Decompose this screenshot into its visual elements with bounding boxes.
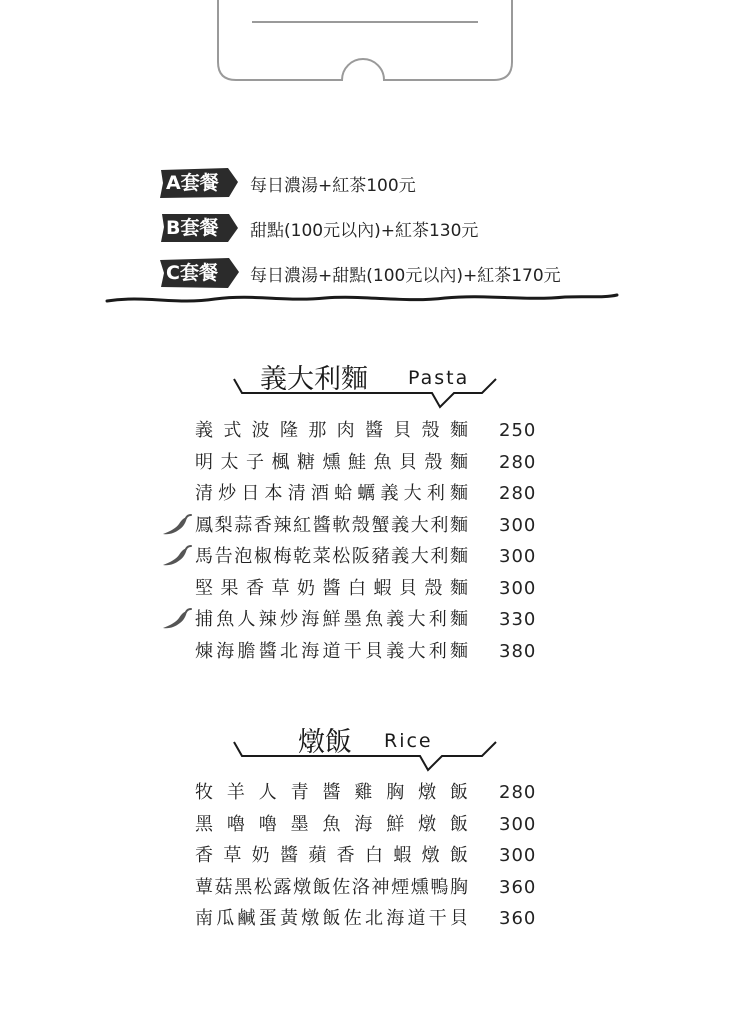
- menu-item: [160, 840, 560, 872]
- menu-item: [160, 809, 560, 841]
- wavy-divider: [105, 289, 620, 309]
- chili-pepper-icon: [160, 545, 192, 569]
- pasta-title-en: Pasta: [408, 367, 470, 389]
- rice-title-en: Rice: [384, 730, 433, 752]
- chili-pepper-icon: [160, 514, 192, 538]
- menu-item: [160, 604, 560, 636]
- set-description: 甜點(100元以內)+紅茶130元: [250, 220, 479, 241]
- menu-item: [160, 573, 560, 605]
- menu-item: [160, 478, 560, 510]
- item-price: 280: [499, 782, 537, 803]
- item-name: 黑嚕嚕墨魚海鮮燉飯: [195, 813, 468, 835]
- menu-item: [160, 636, 560, 668]
- item-name: 捕魚人辣炒海鮮墨魚義大利麵: [195, 609, 468, 630]
- pasta-section-header: [230, 355, 500, 415]
- item-name: 香草奶醬蘋香白蝦燉飯: [195, 845, 468, 866]
- item-price: 330: [499, 609, 537, 630]
- item-name: 蕈菇黑松露燉飯佐洛神煙燻鴨胸: [195, 876, 468, 898]
- item-price: 360: [499, 908, 537, 929]
- speech-bubble-line: [230, 718, 500, 778]
- item-name: 清炒日本清酒蛤蠣義大利麵: [195, 483, 468, 504]
- item-name: 義式波隆那肉醬貝殼麵: [195, 420, 468, 441]
- item-price: 300: [499, 813, 537, 835]
- menu-item: [160, 415, 560, 447]
- set-menu-row-b: [158, 208, 478, 248]
- item-name: 馬告泡椒梅乾菜松阪豬義大利麵: [195, 546, 468, 567]
- item-name: 明太子楓糖燻鮭魚貝殼麵: [195, 451, 468, 473]
- item-price: 300: [499, 514, 537, 536]
- item-name: 牧羊人青醬雞胸燉飯: [195, 782, 468, 803]
- menu-item: [160, 510, 560, 542]
- item-price: 380: [499, 640, 537, 662]
- chili-pepper-icon: [160, 608, 192, 632]
- rice-section-header: [230, 718, 500, 778]
- item-price: 250: [499, 420, 537, 441]
- menu-item: [160, 777, 560, 809]
- set-description: 每日濃湯+甜點(100元以內)+紅茶170元: [250, 265, 561, 286]
- item-price: 300: [499, 577, 537, 599]
- pasta-title-zh: 義大利麵: [260, 364, 368, 395]
- set-badge-label: B套餐: [166, 217, 219, 239]
- set-badge-b: [158, 212, 240, 244]
- item-price: 300: [499, 546, 537, 567]
- item-price: 280: [499, 483, 537, 504]
- set-menu-row-c: [158, 253, 561, 293]
- item-price: 280: [499, 451, 537, 473]
- menu-item: [160, 447, 560, 479]
- rice-title-zh: 燉飯: [298, 727, 352, 758]
- set-badge-c: [158, 257, 240, 289]
- menu-item: [160, 541, 560, 573]
- item-name: 煉海膽醬北海道干貝義大利麵: [195, 640, 468, 662]
- menu-item: [160, 872, 560, 904]
- set-badge-a: [158, 167, 240, 199]
- item-name: 堅果香草奶醬白蝦貝殼麵: [195, 577, 468, 599]
- set-description: 每日濃湯+紅茶100元: [250, 175, 416, 196]
- set-badge-label: C套餐: [166, 262, 218, 284]
- set-badge-label: A套餐: [166, 172, 219, 194]
- item-name: 鳳梨蒜香辣紅醬軟殼蟹義大利麵: [195, 514, 468, 536]
- item-name: 南瓜鹹蛋黃燉飯佐北海道干貝: [195, 908, 468, 929]
- phone-outline-decoration: [0, 0, 730, 90]
- item-price: 300: [499, 845, 537, 866]
- set-menu-row-a: [158, 163, 416, 203]
- menu-item: [160, 903, 560, 935]
- item-price: 360: [499, 876, 537, 898]
